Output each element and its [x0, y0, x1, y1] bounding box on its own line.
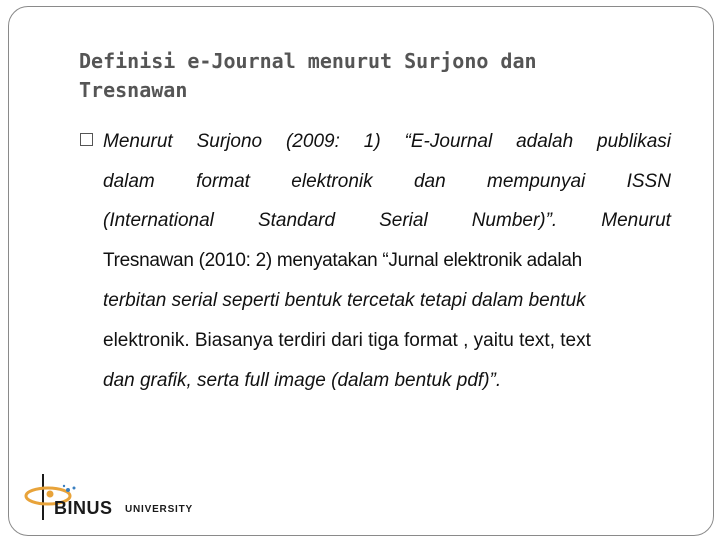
- word: “E-Journal: [404, 131, 493, 152]
- body-line-5: terbitan serial seperti bentuk tercetak tetapi dalam bentuk: [103, 290, 586, 311]
- word: Menurut: [103, 131, 173, 152]
- body-line-6: elektronik. Biasanya terdiri dari tiga format , yaitu text, text: [103, 330, 591, 351]
- word: dan: [413, 171, 446, 192]
- body-line-3: [103, 209, 671, 233]
- body-line-7: dan grafik, serta full image (dalam bentuk pdf)”.: [103, 370, 502, 391]
- logo-brand-text: BINUS: [54, 498, 113, 518]
- word: (International: [103, 210, 214, 231]
- word: mempunyai: [487, 171, 586, 192]
- word: Number)”.: [471, 210, 558, 231]
- word: Serial: [379, 210, 428, 231]
- word: 1): [363, 131, 381, 152]
- word: format: [196, 171, 250, 192]
- word: Surjono: [196, 131, 263, 152]
- word: publikasi: [597, 131, 671, 152]
- word: (2009:: [285, 131, 340, 152]
- binus-university-logo: [18, 470, 218, 526]
- slide-title: Definisi e-Journal menurut Surjono dan Tresnawan: [79, 49, 537, 102]
- word: ISSN: [626, 171, 671, 192]
- body-line-2: [103, 170, 671, 194]
- word: adalah: [516, 131, 574, 152]
- word: dalam: [103, 171, 155, 192]
- body-line-1: [103, 130, 671, 154]
- word: elektronik: [291, 171, 373, 192]
- logo-suffix-text: UNIVERSITY: [125, 504, 194, 515]
- word: Standard: [257, 210, 336, 231]
- bullet-checkbox-icon: [80, 133, 93, 146]
- body-line-4: Tresnawan (2010: 2) menyatakan “Jurnal elektronik adalah: [103, 250, 582, 271]
- word: Menurut: [601, 210, 671, 231]
